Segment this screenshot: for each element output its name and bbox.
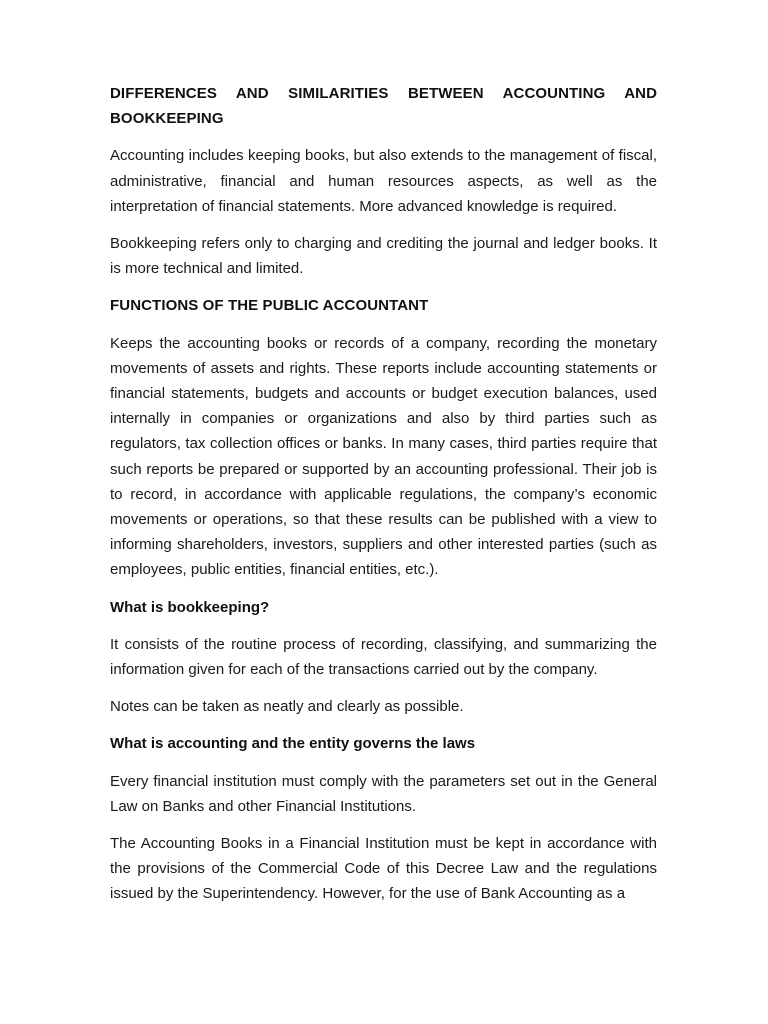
heading-differences-similarities: DIFFERENCES AND SIMILARITIES BETWEEN ACCOUNTING AND BOOKKEEPING (110, 85, 657, 128)
paragraph-accounting-definition: Accounting includes keeping books, but also extends to the management of fiscal, administrative, financial and human resources aspects, as well as the interpretation of financial statements. More advanced knowledge is required. (110, 147, 657, 215)
subheading-accounting-laws: What is accounting and the entity governs the laws (110, 735, 476, 753)
paragraph-notes: Notes can be taken as neatly and clearly as possible. (110, 698, 464, 716)
paragraph-accountant-functions: Keeps the accounting books or records of a company, recording the monetary movements of assets and rights. These reports include accounting statements or financial statements, budgets and accounts or budget execution balances, used internally in companies or organizations and also by third parties such as regulators, tax collection offices or banks. In many cases, third parties require that such reports be prepared or supported by an accounting professional. Their job is to record, in accordance with applicable regulations, the company’s economic movements or operations, so that these results can be published with a view to informing shareholders, investors, suppliers and other interested parties (such as employees, public entities, financial entities, etc.). (110, 334, 657, 579)
paragraph-accounting-books: The Accounting Books in a Financial Institution must be kept in accordance with the provisions of the Commercial Code of this Decree Law and the regulations issued by the Superintendency. However, for the use of Bank Accounting as a (110, 835, 657, 903)
paragraph-bookkeeping-process: It consists of the routine process of recording, classifying, and summarizing the information given for each of the transactions carried out by the company. (110, 635, 657, 679)
paragraph-financial-institution-compliance: Every financial institution must comply with the parameters set out in the General Law on Banks and other Financial Institutions. (110, 772, 657, 815)
subheading-what-is-bookkeeping: What is bookkeeping? (110, 598, 270, 616)
heading-functions-public-accountant: FUNCTIONS OF THE PUBLIC ACCOUNTANT (110, 297, 429, 315)
paragraph-bookkeeping-definition: Bookkeeping refers only to charging and crediting the journal and ledger books. It is more technical and limited. (110, 235, 657, 278)
document-page (110, 81, 657, 919)
